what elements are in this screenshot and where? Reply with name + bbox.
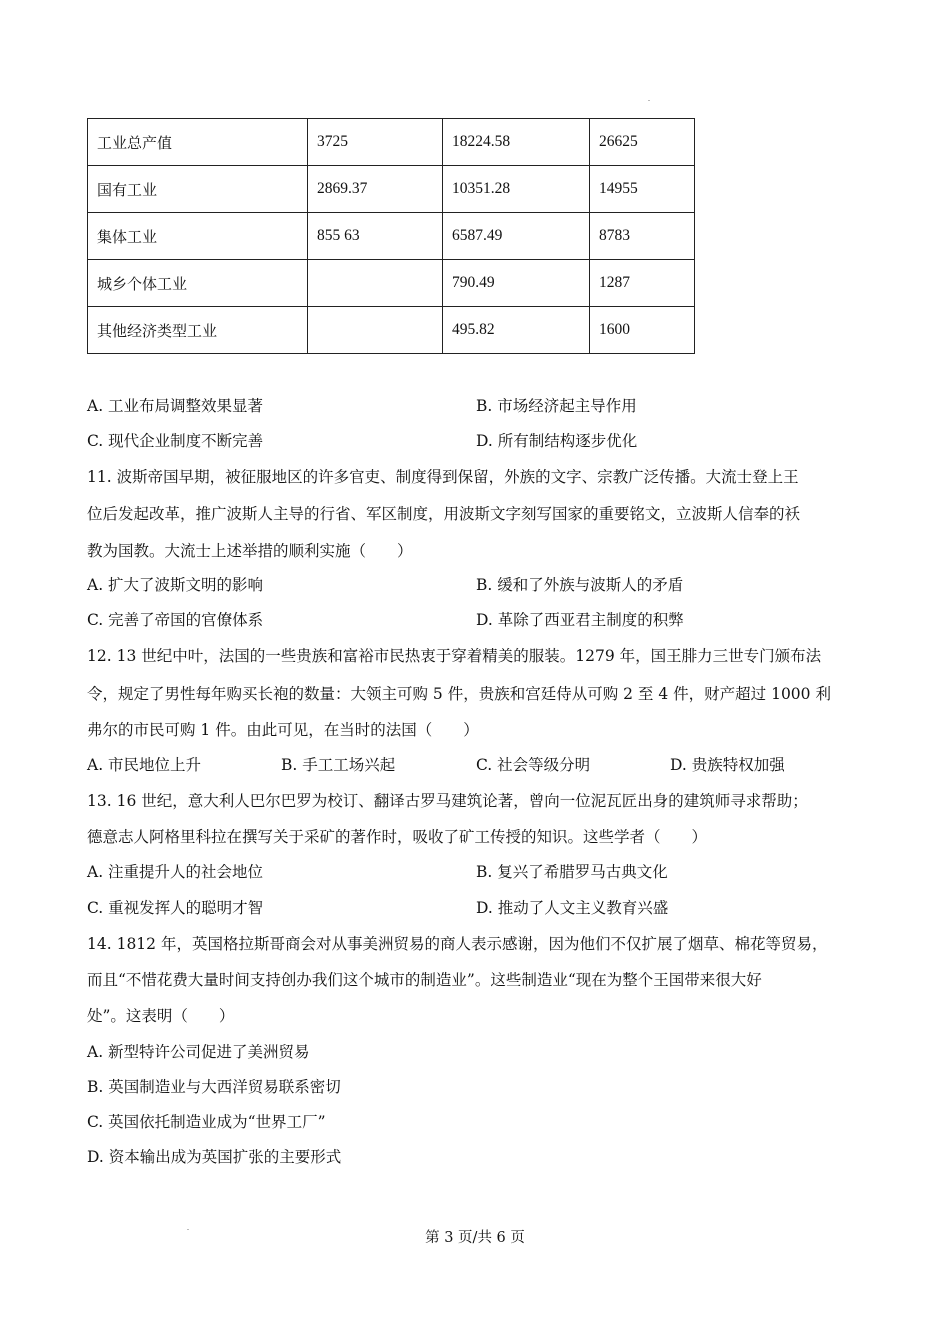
table-cell: [308, 260, 443, 307]
q14-stem-line: 而且“不惜花费大量时间支持创办我们这个城市的制造业”。这些制造业“现在为整个王国带来很大好: [87, 971, 762, 989]
row-label: 城乡个体工业: [88, 260, 308, 307]
q13-stem-line: 13. 16 世纪，意大利人巴尔巴罗为校订、翻译古罗马建筑论著，曾向一位泥瓦匠出身的建筑师寻求帮助；: [87, 792, 808, 810]
q11-option-c[interactable]: C. 完善了帝国的官僚体系: [87, 611, 264, 629]
table-cell: 3725: [308, 119, 443, 166]
table-cell: 8783: [590, 213, 695, 260]
row-label: 工业总产值: [88, 119, 308, 166]
q12-stem-line: 弗尔的市民可购 1 件。由此可见，在当时的法国（ ）: [87, 721, 479, 739]
q12-stem-line: 12. 13 世纪中叶，法国的一些贵族和富裕市民热衷于穿着精美的服装。1279 年，国王腓力三世专门颁布法: [87, 647, 822, 665]
row-label: 其他经济类型工业: [88, 307, 308, 354]
row-label: 集体工业: [88, 213, 308, 260]
q14-stem-line: 处”。这表明（ ）: [87, 1007, 235, 1025]
q10-option-c[interactable]: C. 现代企业制度不断完善: [87, 432, 264, 450]
q11-stem-line: 位后发起改革，推广波斯人主导的行省、军区制度，用波斯文字刻写国家的重要铭文，立波斯人信奉的袄: [87, 505, 801, 523]
table-cell: 26625: [590, 119, 695, 166]
scan-speck: [648, 100, 650, 101]
q13-option-b[interactable]: B. 复兴了希腊罗马古典文化: [476, 863, 668, 881]
q13-stem-line: 德意志人阿格里科拉在撰写关于采矿的著作时，吸收了矿工传授的知识。这些学者（ ）: [87, 828, 708, 846]
q14-option-d[interactable]: D. 资本输出成为英国扩张的主要形式: [87, 1148, 342, 1166]
q14-option-a[interactable]: A. 新型特许公司促进了美洲贸易: [87, 1043, 310, 1061]
q14-stem-line: 14. 1812 年，英国格拉斯哥商会对从事美洲贸易的商人表示感谢，因为他们不仅扩展了烟草、棉花等贸易，: [87, 935, 828, 953]
table-row: [88, 307, 695, 354]
q11-stem-line: 教为国教。大流士上述举措的顺利实施（ ）: [87, 542, 413, 560]
q12-stem-line: 令，规定了男性每年购买长袍的数量：大领主可购 5 件，贵族和宫廷侍从可购 2 至 4 件，财产超过 1000 利: [87, 685, 831, 703]
table-cell: 1600: [590, 307, 695, 354]
table-row: [88, 166, 695, 213]
table-cell: 18224.58: [443, 119, 590, 166]
table-cell: 495.82: [443, 307, 590, 354]
q12-option-b[interactable]: B. 手工工场兴起: [281, 756, 396, 774]
table-row: [88, 119, 695, 166]
q10-option-d[interactable]: D. 所有制结构逐步优化: [476, 432, 638, 450]
q11-stem-line: 11. 波斯帝国早期，被征服地区的许多官吏、制度得到保留，外族的文字、宗教广泛传播。大流士登上王: [87, 468, 799, 486]
industry-output-table: [87, 118, 695, 354]
table-cell: 6587.49: [443, 213, 590, 260]
table-row: [88, 260, 695, 307]
row-label: 国有工业: [88, 166, 308, 213]
q11-option-a[interactable]: A. 扩大了波斯文明的影响: [87, 576, 264, 594]
table-cell: [308, 307, 443, 354]
q12-option-a[interactable]: A. 市民地位上升: [87, 756, 202, 774]
q10-option-a[interactable]: A. 工业布局调整效果显著: [87, 397, 264, 415]
q11-option-d[interactable]: D. 革除了西亚君主制度的积弊: [476, 611, 684, 629]
table-cell: 2869.37: [308, 166, 443, 213]
table-cell: 10351.28: [443, 166, 590, 213]
table-cell: 855 63: [308, 213, 443, 260]
table-cell: 14955: [590, 166, 695, 213]
table-row: [88, 213, 695, 260]
q13-option-a[interactable]: A. 注重提升人的社会地位: [87, 863, 264, 881]
q10-option-b[interactable]: B. 市场经济起主导作用: [476, 397, 637, 415]
q14-option-b[interactable]: B. 英国制造业与大西洋贸易联系密切: [87, 1078, 341, 1096]
page-footer: 第 3 页/共 6 页: [425, 1230, 525, 1246]
q11-option-b[interactable]: B. 缓和了外族与波斯人的矛盾: [476, 576, 684, 594]
q12-option-c[interactable]: C. 社会等级分明: [476, 756, 591, 774]
q13-option-c[interactable]: C. 重视发挥人的聪明才智: [87, 899, 264, 917]
table-cell: 1287: [590, 260, 695, 307]
table-cell: 790.49: [443, 260, 590, 307]
q13-option-d[interactable]: D. 推动了人文主义教育兴盛: [476, 899, 669, 917]
q14-option-c[interactable]: C. 英国依托制造业成为“世界工厂”: [87, 1113, 326, 1131]
q12-option-d[interactable]: D. 贵族特权加强: [670, 756, 785, 774]
